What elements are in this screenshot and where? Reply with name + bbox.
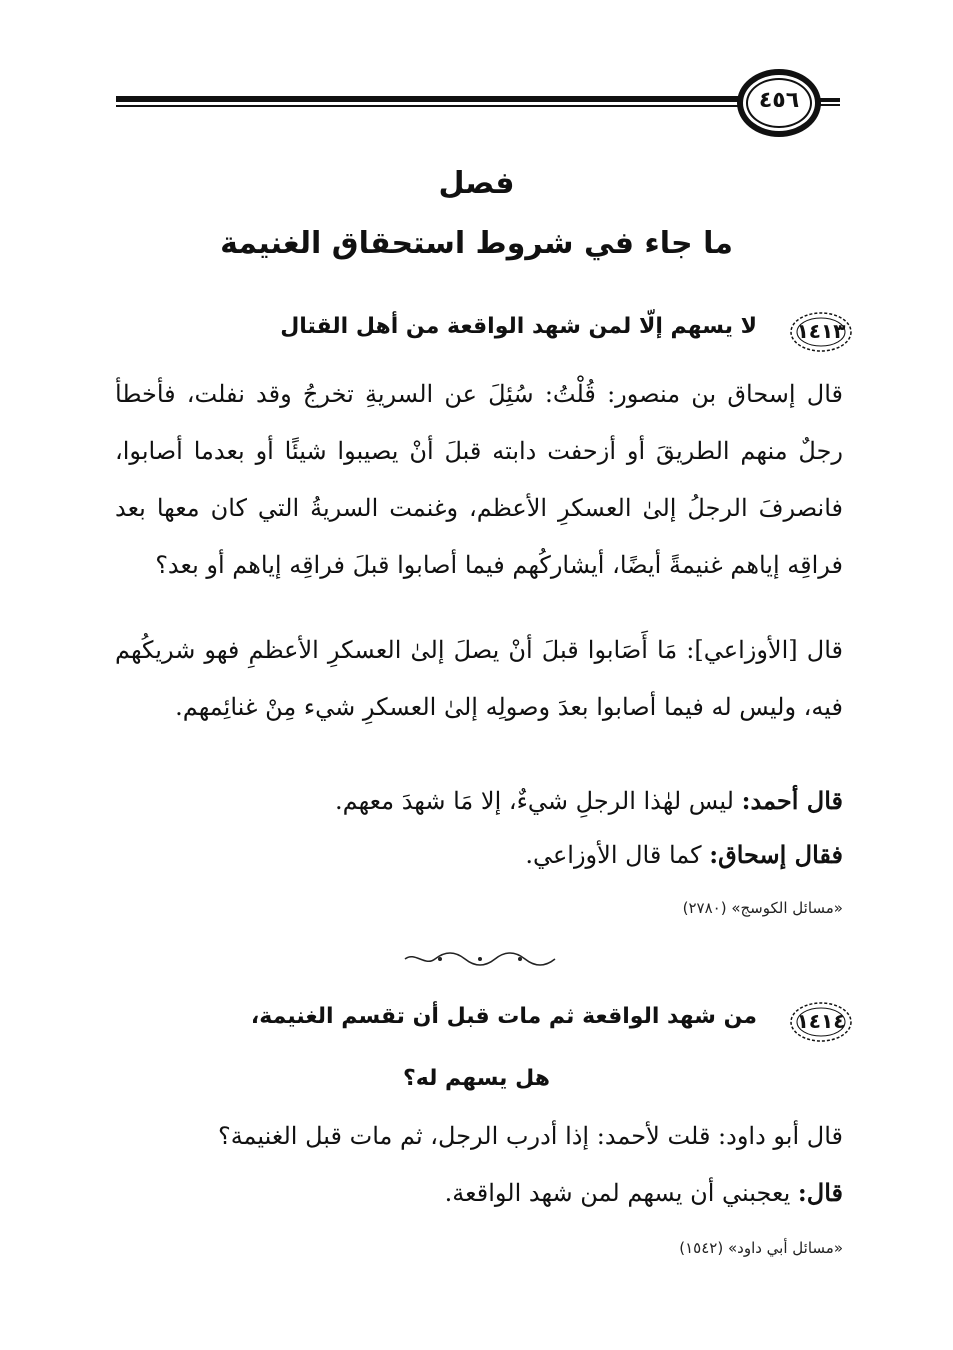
issue-heading: من شهد الواقعة ثم مات قبل أن تقسم الغنيمة، — [250, 1004, 757, 1029]
header-rule — [116, 96, 750, 110]
page-number: ٤٥٦ — [758, 88, 800, 113]
chapter-label: فصل — [438, 166, 515, 201]
issue-number: ١٤١٣ — [796, 319, 846, 343]
issue-heading-row — [120, 310, 853, 360]
issue-heading: لا يسهم إلّا لمن شهد الواقعة من أهل القتال — [280, 314, 757, 339]
paragraph: قال إسحاق بن منصور: قُلْتُ: سُئِلَ عن السريةِ تخرجُ وقد نفلت، فأخطأ رجلٌ منهم الطريقَ أو أزحفت دابته قبلَ أنْ يصيبوا شيئًا أو بعدما أصابوا، فانصرفَ الرجلُ إلىٰ العسكرِ الأعظم، وغنمت السريةُ التي كان معها بعد فراقِه إياهم غنيمةً أيضًا، أيشاركُهم فيما أصابوا قبلَ فراقِه إياهم أو بعد؟ — [115, 380, 843, 579]
paragraph: قال [الأوزاعي]: مَا أَصَابوا قبلَ أنْ يصلَ إلىٰ العسكرِ الأعظمِ فهو شريكُهم فيه، وليس له فيما أصابوا بعدَ وصولِه إلىٰ العسكرِ شيء مِنْ غنائِمهم. — [115, 636, 843, 721]
chapter-title: ما جاء في شروط استحقاق الغنيمة — [220, 226, 733, 261]
ornament-divider-icon — [400, 950, 560, 968]
issue-number-badge — [789, 1000, 853, 1044]
issue-number: ١٤١٤ — [796, 1009, 846, 1033]
statement-text: ليس لهٰذا الرجلِ شيءٌ، إلا مَا شهدَ معهم. — [334, 787, 734, 815]
issue-number-badge — [789, 310, 853, 354]
speaker-label: قال: — [797, 1178, 843, 1207]
abu-dawud-question: قال أبو داود: قلت لأحمد: إذا أدرب الرجل، ثم مات قبل الغنيمة؟ — [217, 1122, 843, 1150]
statement-text: يعجبني أن يسهم لمن شهد الواقعة. — [444, 1179, 791, 1207]
ahmad-statement — [335, 786, 843, 815]
ishaq-statement — [525, 840, 843, 869]
issue-heading-continued: هل يسهم له؟ — [403, 1066, 550, 1091]
source-reference: «مسائل الكوسج» (٢٧٨٠) — [682, 899, 843, 917]
speaker-label: قال أحمد: — [741, 786, 843, 815]
issue-heading-row — [120, 1000, 853, 1050]
source-reference: «مسائل أبي داود» (١٥٤٢) — [679, 1239, 843, 1257]
speaker-label: فقال إسحاق: — [709, 840, 843, 869]
statement-text: كما قال الأوزاعي. — [525, 841, 702, 869]
ahmad-answer — [445, 1178, 843, 1207]
header-rule-end — [818, 98, 840, 106]
